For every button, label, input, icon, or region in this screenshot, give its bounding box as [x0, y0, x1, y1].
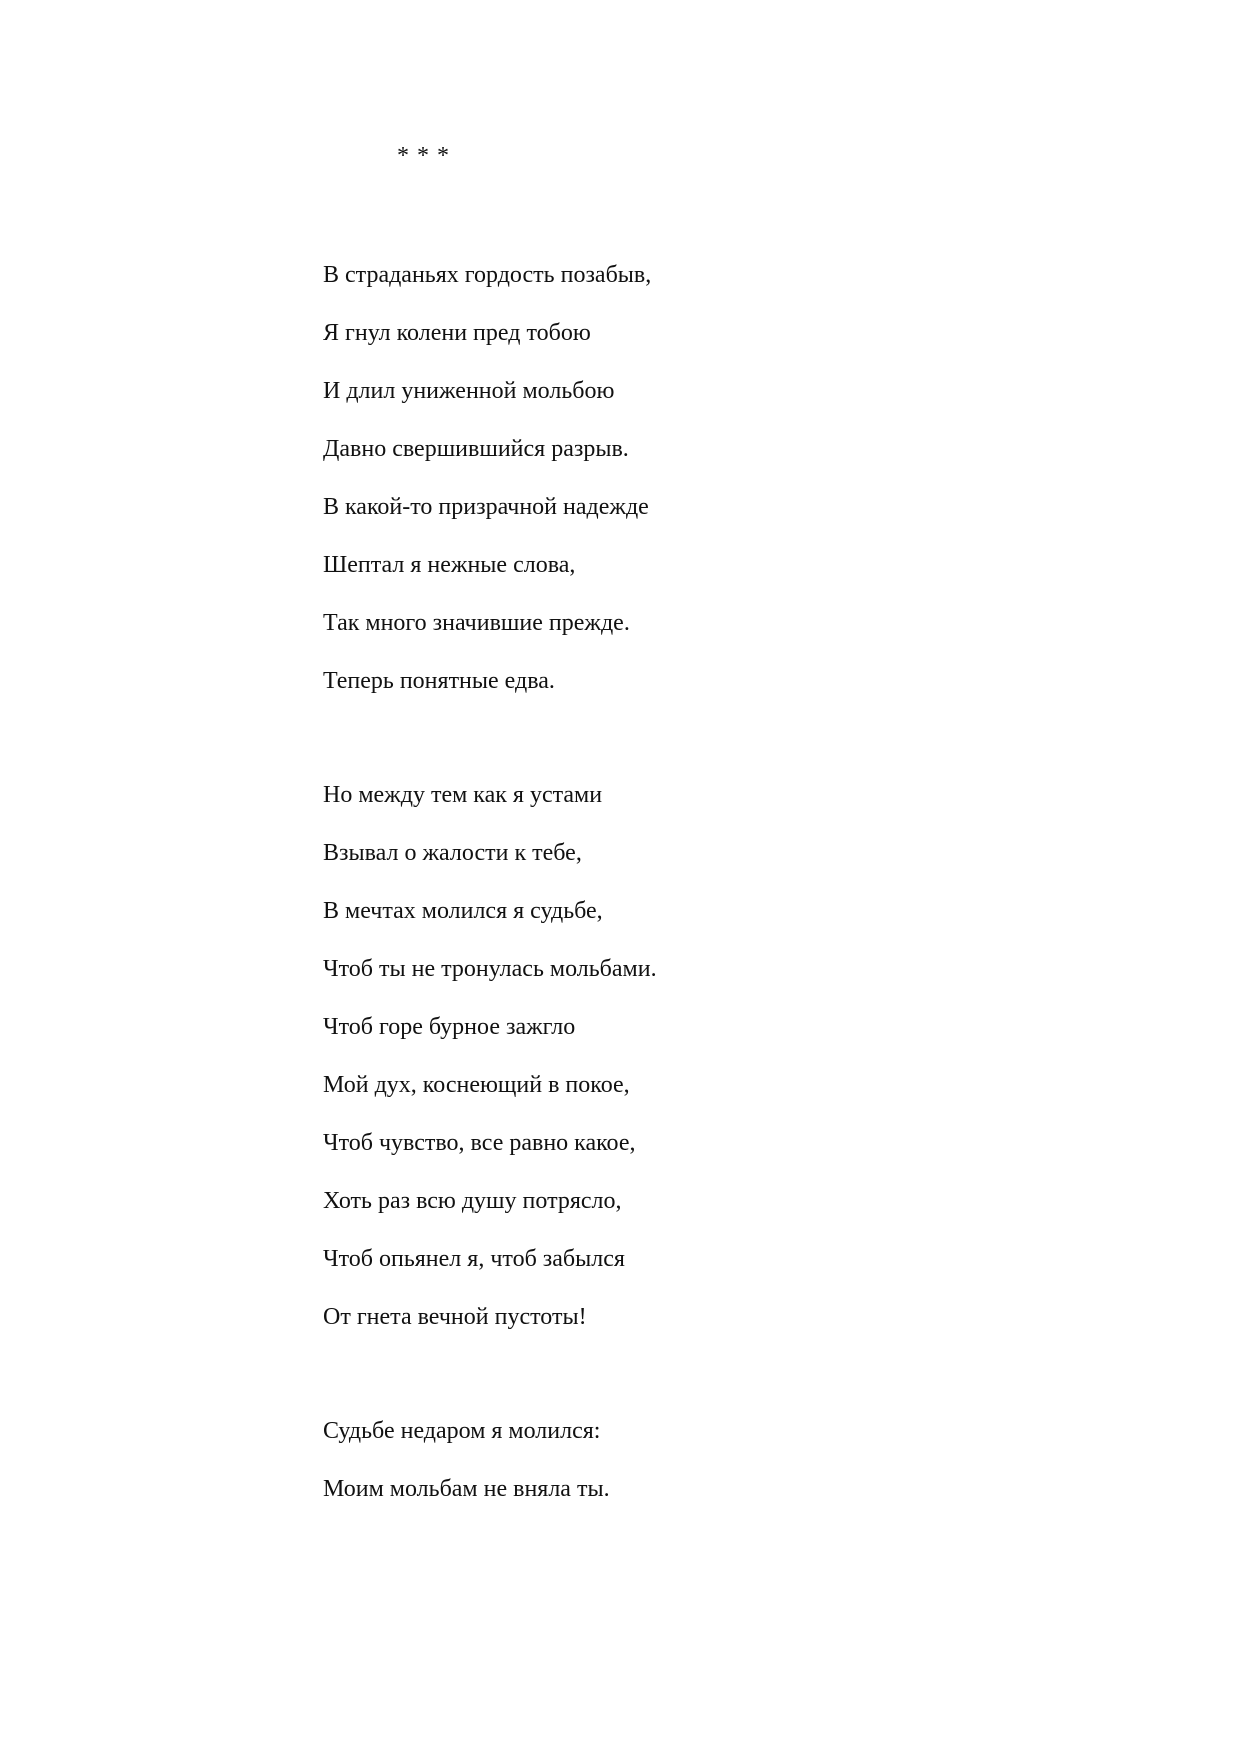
poem-line: В какой-то призрачной надежде: [323, 494, 649, 520]
poem-line: И длил униженной мольбою: [323, 378, 615, 404]
stanza-1: [323, 260, 651, 724]
poem-line: В страданьях гордость позабыв,: [323, 262, 652, 288]
poem-line: Я гнул колени пред тобою: [323, 320, 591, 346]
stanza-3: [323, 1416, 610, 1532]
stanza-2: [323, 780, 657, 1360]
poem-line: От гнета вечной пустоты!: [323, 1304, 587, 1330]
poem-line: Чтоб чувство, все равно какое,: [323, 1130, 636, 1156]
poem-line: Мой дух, коснеющий в покое,: [323, 1072, 630, 1098]
poem-line: Давно свершившийся разрыв.: [323, 436, 629, 462]
poem-line: Моим мольбам не вняла ты.: [323, 1476, 610, 1502]
poem-line: Теперь понятные едва.: [323, 668, 555, 694]
poem-line: Чтоб опьянел я, чтоб забылся: [323, 1246, 625, 1272]
poem-line: Чтоб горе бурное зажгло: [323, 1014, 576, 1040]
poem-line: В мечтах молился я судьбе,: [323, 898, 603, 924]
poem-line: Хоть раз всю душу потрясло,: [323, 1188, 622, 1214]
poem-line: Так много значившие прежде.: [323, 610, 630, 636]
poem-line: Шептал я нежные слова,: [323, 552, 576, 578]
poem-line: Взывал о жалости к тебе,: [323, 840, 582, 866]
section-separator: * * *: [397, 143, 450, 169]
poem-line: Судьбе недаром я молился:: [323, 1418, 601, 1444]
poem-line: Чтоб ты не тронулась мольбами.: [323, 956, 657, 982]
poem-line: Но между тем как я устами: [323, 782, 603, 808]
